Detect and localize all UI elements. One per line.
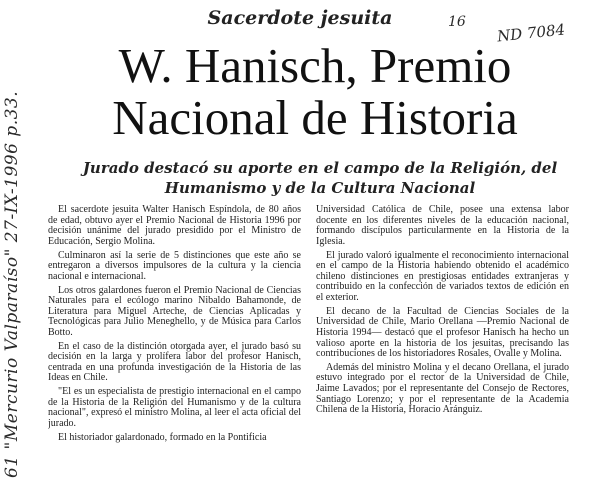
article-column-right	[316, 205, 569, 477]
article-subheadline	[60, 158, 580, 198]
handwritten-margin-note: 61 "Mercurio Valparaíso" 27-IX-1996 p.33.	[2, 90, 22, 478]
body-paragraph: El historiador galardonado, formado en la Pontificia	[58, 431, 267, 443]
handwritten-archive-code: ND 7084	[496, 20, 566, 46]
article-kicker: Sacerdote jesuita	[207, 7, 393, 29]
body-paragraph: Universidad Católica de Chile, posee una extensa labor docente en los diferentes niveles de la educación nacional, formando discípulos particularmente en la Historia de la Iglesia.	[316, 205, 569, 247]
body-paragraph: El jurado valoró igualmente el reconocimiento internacional en el campo de la Historia habiendo obtenido el académico chileno distinciones en prestigiosas entidades extranjeras y contribuido en la confección de variados textos de edición en el exterior.	[316, 249, 569, 303]
article-headline	[42, 40, 588, 144]
subhead-line-2: Humanismo y de la Cultura Nacional	[164, 179, 476, 197]
body-paragraph: "El es un especialista de prestigio internacional en el campo de la Historia de la Religión del Humanismo y de la cultura nacional", expresó el ministro Molina, al leer el acta oficial del jurado.	[48, 386, 301, 430]
handwritten-page-number: 16	[448, 14, 466, 30]
subhead-line-1: Jurado destacó su aporte en el campo de la Religión, del	[82, 159, 558, 177]
body-paragraph: Los otros galardones fueron el Premio Nacional de Ciencias Naturales para el ecólogo marino Nibaldo Bahamonde, de Literatura para Miguel Arteche, de Ciencias Aplicadas y Tecnológicas para Julio Meneghello, y de Música para Carlos Botto.	[48, 284, 301, 338]
body-paragraph: Además del ministro Molina y el decano Orellana, el jurado estuvo integrado por el rector de la Universidad de Chile, Jaime Lavados; por el representante del Consejo de Rectores, Santiago Lorenzo; y por el representante de la Academia Chilena de la Historia, Horacio Aránguiz.	[316, 361, 569, 416]
body-paragraph: El sacerdote jesuita Walter Hanisch Espíndola, de 80 años de edad, obtuvo ayer el Premio Nacional de Historia 1996 por decisión unánime del jurado presidido por el Ministro de Educación, Sergio Molina.	[48, 205, 301, 247]
body-paragraph: El decano de la Facultad de Ciencias Sociales de la Universidad de Chile, Mario Orellana —Premio Nacional de Historia 1994— destacó que el profesor Hanisch ha hecho un valioso aporte en la historia de los jesuitas, precisando las contribuciones de los historiadores Rosales, Ovalle y Molina.	[316, 305, 569, 360]
headline-line-1: W. Hanisch, Premio	[118, 38, 512, 93]
headline-line-2: Nacional de Historia	[112, 90, 518, 145]
body-paragraph: Culminaron así la serie de 5 distinciones que este año se entregaron a diversos impulsores de la cultura y la ciencia nacional e internacional.	[48, 249, 301, 282]
body-paragraph: En el caso de la distinción otorgada ayer, el jurado basó su decisión en la larga y prolífera labor del profesor Hanisch, centrada en una profunda investigación de la Historia de las Ideas en Chile.	[48, 340, 301, 384]
article-column-left	[48, 205, 301, 477]
